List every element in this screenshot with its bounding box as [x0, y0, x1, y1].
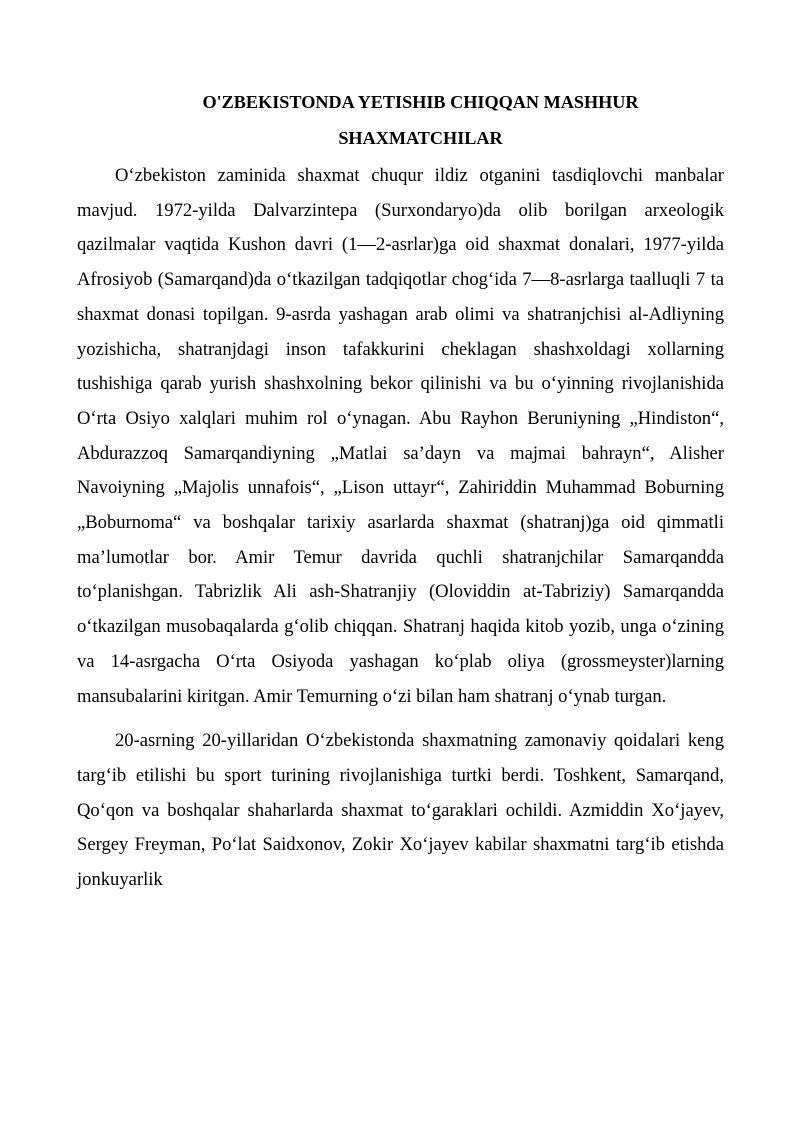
- document-page: [77, 84, 724, 898]
- document-title: [77, 84, 724, 156]
- paragraph-1: O‘zbekiston zaminida shaxmat chuqur ildiz otganini tasdiqlovchi manbalar mavjud. 1972-yilda Dalvarzintepa (Surxondaryo)da olib borilgan arxeologik qazilmalar vaqtida Kushon davri (1—2-asrlar)ga oid shaxmat donalari, 1977-yilda Afrosiyob (Samarqand)da o‘tkazilgan tadqiqotlar chog‘ida 7—8-asrlarga taalluqli 7 ta shaxmat donasi topilgan. 9-asrda yashagan arab olimi va shatranjchisi al-Adliyning yozishicha, shatranjdagi inson tafakkurini cheklagan shashxoldagi xollarning tushishiga qarab yurish shashxolning bekor qilinishi va bu o‘yinning rivojlanishida O‘rta Osiyo xalqlari muhim rol o‘ynagan. Abu Rayhon Beruniyning „Hindiston“, Abdurazzoq Samarqandiyning „Matlai sa’dayn va majmai bahrayn“, Alisher Navoiyning „Majolis unnafois“, „Lison uttayr“, Zahiriddin Muhammad Boburning „Boburnoma“ va boshqalar tarixiy asarlarda shaxmat (shatranj)ga oid qimmatli ma’lumotlar bor. Amir Temur davrida quchli shatranjchilar Samarqandda to‘planishgan. Tabrizlik Ali ash-Shatranjiy (Oloviddin at-Tabriziy) Samarqandda o‘tkazilgan musobaqalarda g‘olib chiqqan. Shatranj haqida kitob yozib, unga o‘zining va 14-asrgacha O‘rta Osiyoda yashagan ko‘plab oliya (grossmeyster)larning mansubalarini kiritgan. Amir Temurning o‘zi bilan ham shatranj o‘ynab turgan.: [77, 165, 724, 707]
- title-line-2: SHAXMATCHILAR: [338, 128, 503, 148]
- title-line-1: O'ZBEKISTONDA YETISHIB CHIQQAN MASHHUR: [202, 92, 639, 112]
- paragraph-2: 20-asrning 20-yillaridan O‘zbekistonda shaxmatning zamonaviy qoidalari keng targ‘ib etilishi bu sport turining rivojlanishiga turtki berdi. Toshkent, Samarqand, Qo‘qon va boshqalar shaharlarda shaxmat to‘garaklari ochildi. Azmiddin Xo‘jayev, Sergey Freyman, Po‘lat Saidxonov, Zokir Xo‘jayev kabilar shaxmatni targ‘ib etishda jonkuyarlik: [77, 730, 724, 891]
